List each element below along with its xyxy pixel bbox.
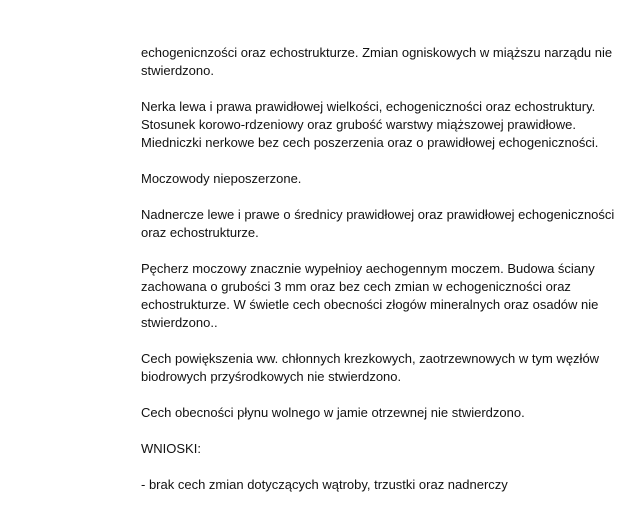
paragraph-adrenals: Nadnercze lewe i prawe o średnicy prawidłowej oraz prawidłowej echogeniczności oraz echostrukturze. xyxy=(141,207,615,240)
paragraph-kidneys: Nerka lewa i prawa prawidłowej wielkości, echogeniczności oraz echostruktury. Stosunek korowo-rdzeniowy oraz grubość warstwy miąższowej prawidłowe. Miedniczki nerkowe bez cech poszerzenia oraz o prawidłowej echogeniczności. xyxy=(141,99,599,150)
paragraph-echogenicity-continuation: echogenicnzości oraz echostrukturze. Zmian ogniskowych w miąższu narządu nie stwierdzono. xyxy=(141,45,613,78)
paragraph-ureters: Moczowody nieposzerzone. xyxy=(141,171,302,186)
conclusion-item: - brak cech zmian dotyczących wątroby, trzustki oraz nadnerczy xyxy=(141,477,508,492)
paragraph-lymph-nodes: Cech powiększenia ww. chłonnych krezkowych, zaotrzewnowych w tym węzłów biodrowych przyśrodkowych nie stwierdzono. xyxy=(141,351,600,384)
report-body xyxy=(141,44,621,512)
conclusions-heading: WNIOSKI: xyxy=(141,441,201,456)
paragraph-bladder: Pęcherz moczowy znacznie wypełnioy aechogennym moczem. Budowa ściany zachowana o grubości 3 mm oraz bez cech zmian w echogeniczności oraz echostrukturze. W świetle cech obecności złogów mineralnych oraz osadów nie stwierdzono.. xyxy=(141,261,599,330)
paragraph-free-fluid: Cech obecności płynu wolnego w jamie otrzewnej nie stwierdzono. xyxy=(141,405,525,420)
